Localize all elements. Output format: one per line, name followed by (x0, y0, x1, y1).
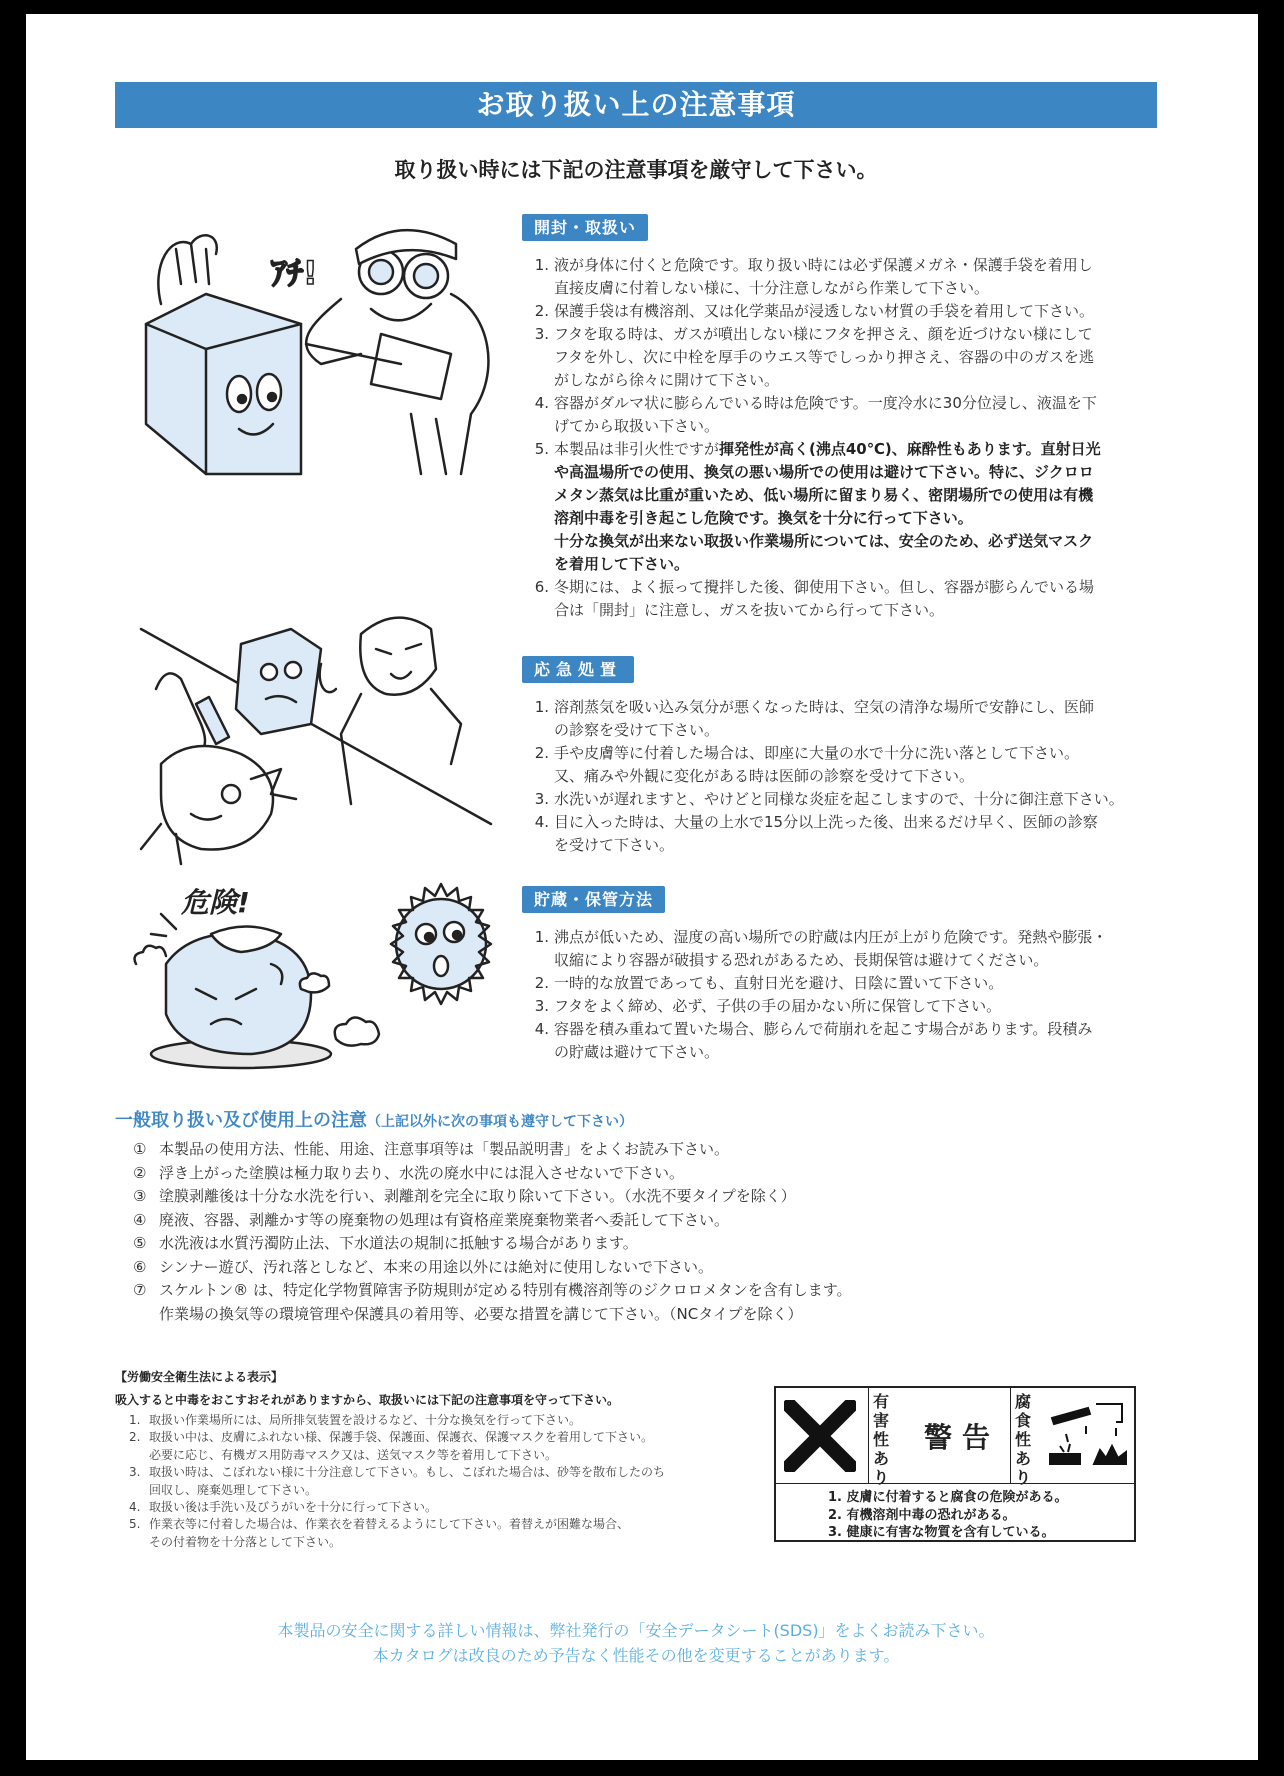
footer-line: 本製品の安全に関する詳しい情報は、弊社発行の「安全データシート(SDS)」をよくお読み下さい。 (277, 1621, 995, 1640)
hazard-label-header (776, 1388, 1134, 1487)
list-item: 4. 目に入った時は、大量の上水で15分以上洗った後、出来るだけ早く、医師の診察 を受けて下さい。 (534, 813, 1098, 854)
shout-text: ｱﾁ! (271, 254, 318, 292)
list-item: 1. 取扱い作業場所には、局所排気装置を設けるなど、十分な換気を行って下さい。 (129, 1413, 582, 1427)
opening-handling-list (521, 254, 1173, 622)
list-item: ⑥ シンナー遊び、汚れ落としなど、本来の用途以外には絶対に使用しないで下さい。 (133, 1257, 714, 1276)
list-item: ④ 廃液、容器、剥離かす等の廃棄物の処理は有資格産業廃棄物業者へ委託して下さい。 (133, 1210, 730, 1229)
list-item: 2. 手や皮膚等に付着した場合は、即座に大量の水で十分に洗い落として下さい。 又、痛みや外観に変化がある時は医師の診察を受けて下さい。 (534, 744, 1080, 785)
list-item: 1. 液が身体に付くと危険です。取り扱い時には必ず保護メガネ・保護手袋を着用し 直接皮膚に付着しない様に、十分注意しながら作業して下さい。 (534, 256, 1093, 297)
danger-text: 危険! (181, 886, 250, 919)
section-label-first-aid: 応急処置 (522, 656, 634, 683)
hazard-statements (828, 1489, 1068, 1542)
list-item: 5. 作業衣等に付着した場合は、作業衣を着替えるようにして下さい。着替えが困難な場合、 その付着物を十分落として下さい。 (129, 1517, 630, 1549)
list-item: 1. 溶剤蒸気を吸い込み気分が悪くなった時は、空気の清浄な場所で安静にし、医師 の診察を受けて下さい。 (534, 698, 1095, 739)
law-intro: 吸入すると中毒をおこすおそれがありますから、取扱いには下記の注意事項を守って下さい。 (115, 1393, 620, 1407)
corrosive-text: 腐食性あり (1015, 1392, 1032, 1487)
storage-danger-illustration (121, 874, 506, 1074)
corrosive-cell (1010, 1388, 1038, 1487)
first-aid-illustration (121, 604, 506, 869)
corrosion-icon (1046, 1400, 1130, 1472)
hazard-statement: 1. 皮膚に付着すると腐食の危険がある。 (828, 1490, 1068, 1505)
signal-word: 警告 (924, 1421, 1001, 1454)
footer-note (115, 1618, 1157, 1668)
document-page (26, 14, 1258, 1760)
list-item: 1. 沸点が低いため、湿度の高い場所での貯蔵は内圧が上がり危険です。発熱や膨張・ 収縮により容器が破損する恐れがあるため、長期保管は避けてください。 (534, 928, 1108, 969)
harmful-text: 有害性あり (873, 1392, 890, 1487)
list-item: 4. 容器がダルマ状に膨らんでいる時は危険です。一度冷水に30分位浸し、液温を下 げてから取扱い下さい。 (534, 394, 1097, 435)
section-label-opening: 開封・取扱い (522, 214, 648, 241)
page-subtitle: 取り扱い時には下記の注意事項を厳守して下さい。 (394, 158, 878, 182)
opening-can-illustration (121, 224, 506, 484)
page-title: お取り扱い上の注意事項 (115, 82, 1157, 128)
harmful-cell (868, 1388, 894, 1487)
hazard-statement: 2. 有機溶剤中毒の恐れがある。 (828, 1507, 1016, 1523)
list-item: ⑤ 水洗液は水質汚濁防止法、下水道法の規制に抵触する場合があります。 (133, 1234, 638, 1252)
list-item: 2. 取扱い中は、皮膚にふれない様、保護手袋、保護面、保護衣、保護マスクを着用して下さい。 必要に応じ、有機ガス用防毒マスク又は、送気マスク等を着用して下さい。 (129, 1430, 654, 1462)
footer-line: 本カタログは改良のため予告なく性能その他を変更することがあります。 (372, 1646, 900, 1665)
first-aid-list (521, 696, 1173, 857)
general-precautions-title: 一般取り扱い及び使用上の注意（上記以外に次の事項も遵守して下さい） (115, 1110, 633, 1131)
list-item: ② 浮き上がった塗膜は極力取り去り、水洗の廃水中には混入させないで下さい。 (133, 1163, 685, 1182)
list-item: ⑦ スケルトン® は、特定化学物質障害予防規則が定める特別有機溶剤等のジクロロメタンを含有します。 作業場の換気等の環境管理や保護具の着用等、必要な措置を講じて下さい。（NCタイプを除く） (133, 1281, 852, 1323)
list-item: 6. 冬期には、よく振って攪拌した後、御使用下さい。但し、容器が膨らんでいる場 合は「開封」に注意し、ガスを抜いてから行って下さい。 (534, 578, 1095, 619)
list-item: 3. フタをよく締め、必ず、子供の手の届かない所に保管して下さい。 (534, 997, 1002, 1015)
list-item: 3. フタを取る時は、ガスが噴出しない様にフタを押さえ、顔を近づけない様にして フタを外し、次に中栓を厚手のウエス等でしっかり押さえ、容器の中のガスを逃 がしながら徐々に開けて下さい。 (534, 325, 1094, 389)
hazard-statement: 3. 健康に有害な物質を含有している。 (828, 1525, 1055, 1540)
law-precautions-list (129, 1412, 749, 1551)
hazard-warning-label (774, 1386, 1136, 1542)
list-item: 4. 取扱い後は手洗い及びうがいを十分に行って下さい。 (129, 1500, 438, 1515)
general-precautions-list (133, 1138, 1033, 1326)
list-item: 4. 容器を積み重ねて置いた場合、膨らんで荷崩れを起こす場合があります。段積み の貯蔵は避けて下さい。 (534, 1020, 1093, 1061)
x-mark-icon (784, 1400, 856, 1472)
list-item: ① 本製品の使用方法、性能、用途、注意事項等は「製品説明書」をよくお読み下さい。 (133, 1140, 730, 1158)
storage-list (521, 926, 1173, 1064)
list-item: 3. 水洗いが遅れますと、やけどと同様な炎症を起こしますので、十分に御注意下さい。 (534, 790, 1124, 808)
list-item: 2. 一時的な放置であっても、直射日光を避け、日陰に置いて下さい。 (534, 974, 1004, 992)
law-heading: 【労働安全衛生法による表示】 (115, 1370, 284, 1384)
section-label-storage: 貯蔵・保管方法 (522, 886, 665, 913)
list-item: ③ 塗膜剥離後は十分な水洗を行い、剥離剤を完全に取り除いて下さい。（水洗不要タイプを除く） (133, 1187, 796, 1205)
list-item: 5. 本製品は非引火性ですが揮発性が高く(沸点40℃)、麻酔性もあります。直射日光 や高温場所での使用、換気の悪い場所での使用は避けて下さい。特に、ジクロロ メタン蒸気は比重が重いため、低い場所に留まり易く、密閉場所での使用は有機 溶剤中毒を引き起こし危険です。換気を十分に行って下さい。 十分な換気が出来ない取扱い作業場所については、安全のため、必ず送気マスク を着用して下さい。 (534, 440, 1101, 573)
list-item: 2. 保護手袋は有機溶剤、又は化学薬品が浸透しない材質の手袋を着用して下さい。 (534, 302, 1095, 320)
list-item: 3. 取扱い時は、こぼれない様に十分注意して下さい。もし、こぼれた場合は、砂等を散布したのち 回収し、廃棄処理して下さい。 (129, 1465, 666, 1497)
